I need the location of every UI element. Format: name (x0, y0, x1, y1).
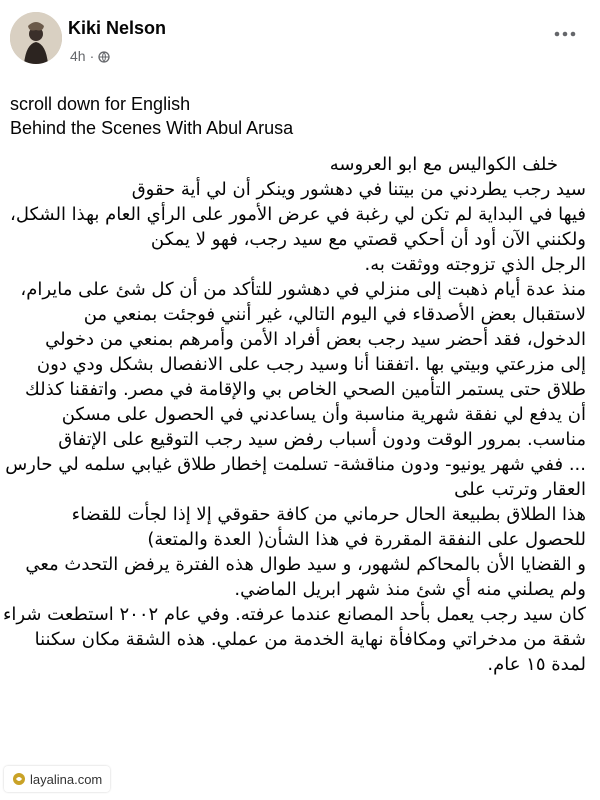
arabic-text-block (2, 152, 586, 677)
arabic-line: منذ عدة أيام ذهبت إلى منزلي في دهشور للتأكد من أن كل شئ على مايرام، (20, 279, 586, 300)
layalina-logo-icon (12, 772, 26, 786)
post-header (10, 12, 590, 76)
watermark (4, 766, 110, 792)
arabic-line: لاستقبال بعض الأصدقاء في اليوم التالي، غير أنني فوجئت بمنعي من (83, 304, 586, 325)
arabic-line: سيد رجب يطردني من بيتنا في دهشور وينكر أن لي أية حقوق (131, 179, 586, 200)
arabic-line: مناسب. بمرور الوقت ودون أسباب رفض سيد رجب التوقيع على الإتفاق (58, 429, 586, 450)
english-line-title: Behind the Scenes With Abul Arusa (10, 118, 294, 138)
arabic-title: خلف الكواليس مع ابو العروسه (329, 154, 558, 175)
avatar[interactable] (10, 12, 62, 64)
watermark-text: layalina.com (30, 771, 103, 787)
arabic-line: هذا الطلاق بطبيعة الحال حرماني من كافة حقوقي إلا إذا لجأت للقضاء (71, 504, 586, 525)
arabic-line: الرجل الذي تزوجته ووثقت به. (364, 254, 586, 275)
meta-separator: · (89, 48, 95, 64)
more-dots-icon[interactable] (552, 24, 578, 44)
arabic-line: ... ففي شهر يونيو- ودون مناقشة- تسلمت إخطار طلاق غيابي سلمه لي حارس (5, 454, 586, 475)
globe-icon (98, 50, 110, 62)
avatar-photo-icon (10, 12, 62, 64)
arabic-line: و القضايا الأن بالمحاكم لشهور، و سيد طوال هذه الفترة يرفض التحدث معي (25, 554, 586, 575)
author-name[interactable]: Kiki Nelson (68, 18, 167, 38)
arabic-line: أن يدفع لي نفقة شهرية مناسبة وأن يساعدني في الحصول على مسكن (61, 404, 586, 425)
arabic-line: إلى مزرعتي وبيتي بها .اتفقنا أنا وسيد رجب على الانفصال بشكل ودي دون (36, 354, 586, 375)
arabic-line: ولم يصلني منه أي شئ منذ شهر ابريل الماضي. (234, 579, 586, 600)
arabic-line: للحصول على النفقة المقررة في هذا الشأن( العدة والمتعة) (147, 529, 586, 550)
arabic-line: شقة من مدخراتي ومكافأة نهاية الخدمة من عملي. هذه الشقة مكان سكننا (34, 629, 586, 650)
english-line-scroll: scroll down for English (10, 94, 191, 114)
arabic-line: فيها في البداية لم تكن لي رغبة في عرض الأمور على الرأي العام بهذا الشكل، (10, 204, 586, 225)
post-meta (70, 48, 110, 64)
arabic-line: ولكنني الآن أود أن أحكي قصتي مع سيد رجب، فهو لا يمكن (150, 229, 586, 250)
post-body (10, 92, 586, 140)
post-time[interactable]: 4h (70, 48, 86, 64)
arabic-line: كان سيد رجب يعمل بأحد المصانع عندما عرفته. وفي عام ٢٠٠٢ استطعت شراء (2, 604, 586, 625)
arabic-line: الدخول، فقد أحضر سيد رجب بعض أفراد الأمن وأمرهم بمنعي من دخولي (45, 329, 586, 350)
arabic-line: لمدة ١٥ عام. (487, 654, 586, 675)
arabic-line: العقار وترتب على (454, 479, 586, 500)
arabic-line: طلاق حتى يستمر التأمين الصحي الخاص بي والإقامة في مصر. واتفقنا كذلك (25, 379, 586, 400)
